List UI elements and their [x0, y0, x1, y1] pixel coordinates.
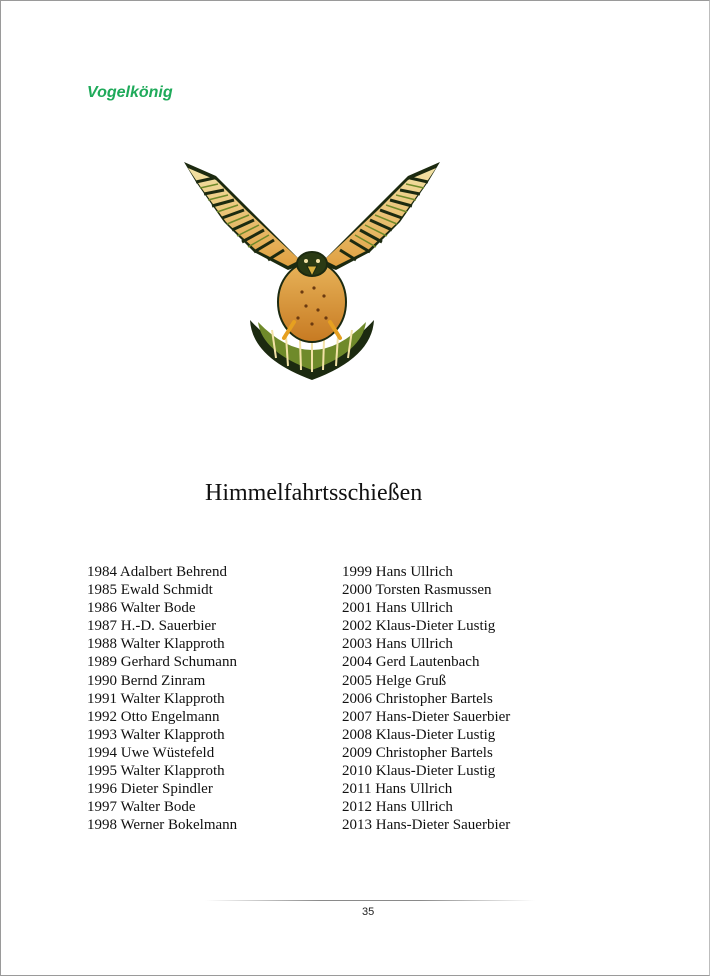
winners-left-column [87, 563, 237, 834]
winner-entry: 1992 Otto Engelmann [87, 708, 220, 725]
winner-entry: 2001 Hans Ullrich [342, 600, 453, 617]
winner-entry: 2003 Hans Ullrich [342, 636, 453, 653]
winner-entry: 1989 Gerhard Schumann [87, 654, 237, 671]
winner-entry: 1985 Ewald Schmidt [87, 582, 213, 599]
section-title: Vogelkönig [87, 84, 173, 101]
event-heading: Himmelfahrtsschießen [205, 480, 423, 506]
winner-entry: 1986 Walter Bode [87, 600, 196, 617]
winner-entry: 2011 Hans Ullrich [342, 781, 453, 798]
winner-entry: 2009 Christopher Bartels [342, 744, 493, 761]
winner-entry: 2008 Klaus-Dieter Lustig [342, 726, 496, 743]
winner-entry: 2010 Klaus-Dieter Lustig [342, 763, 496, 780]
winners-right-column [342, 563, 510, 834]
winner-entry: 1999 Hans Ullrich [342, 564, 453, 580]
winner-entry: 1993 Walter Klapproth [87, 726, 225, 743]
winner-entry: 1991 Walter Klapproth [87, 690, 225, 707]
winner-entry: 1994 Uwe Wüstefeld [87, 744, 215, 761]
winner-entry: 2013 Hans-Dieter Sauerbier [342, 817, 511, 834]
winner-entry: 1995 Walter Klapproth [87, 763, 225, 780]
winner-entry: 2007 Hans-Dieter Sauerbier [342, 708, 511, 725]
winner-entry: 2000 Torsten Rasmussen [342, 582, 492, 599]
page-number: 35 [362, 906, 375, 918]
winner-entry: 1988 Walter Klapproth [87, 636, 225, 653]
winner-entry: 2005 Helge Gruß [342, 672, 447, 689]
winner-entry: 2012 Hans Ullrich [342, 799, 453, 816]
eagle-icon [176, 152, 448, 388]
winner-entry: 2004 Gerd Lautenbach [342, 654, 480, 671]
winner-entry: 1996 Dieter Spindler [87, 781, 213, 798]
winner-entry: 2006 Christopher Bartels [342, 690, 493, 707]
winner-entry: 1998 Werner Bokelmann [87, 817, 238, 834]
footer-divider [205, 900, 535, 901]
winner-entry: 1984 Adalbert Behrend [87, 564, 227, 580]
winner-entry: 1990 Bernd Zinram [87, 672, 206, 689]
winner-entry: 1997 Walter Bode [87, 799, 196, 816]
winner-entry: 2002 Klaus-Dieter Lustig [342, 618, 496, 635]
winner-entry: 1987 H.-D. Sauerbier [87, 618, 217, 635]
